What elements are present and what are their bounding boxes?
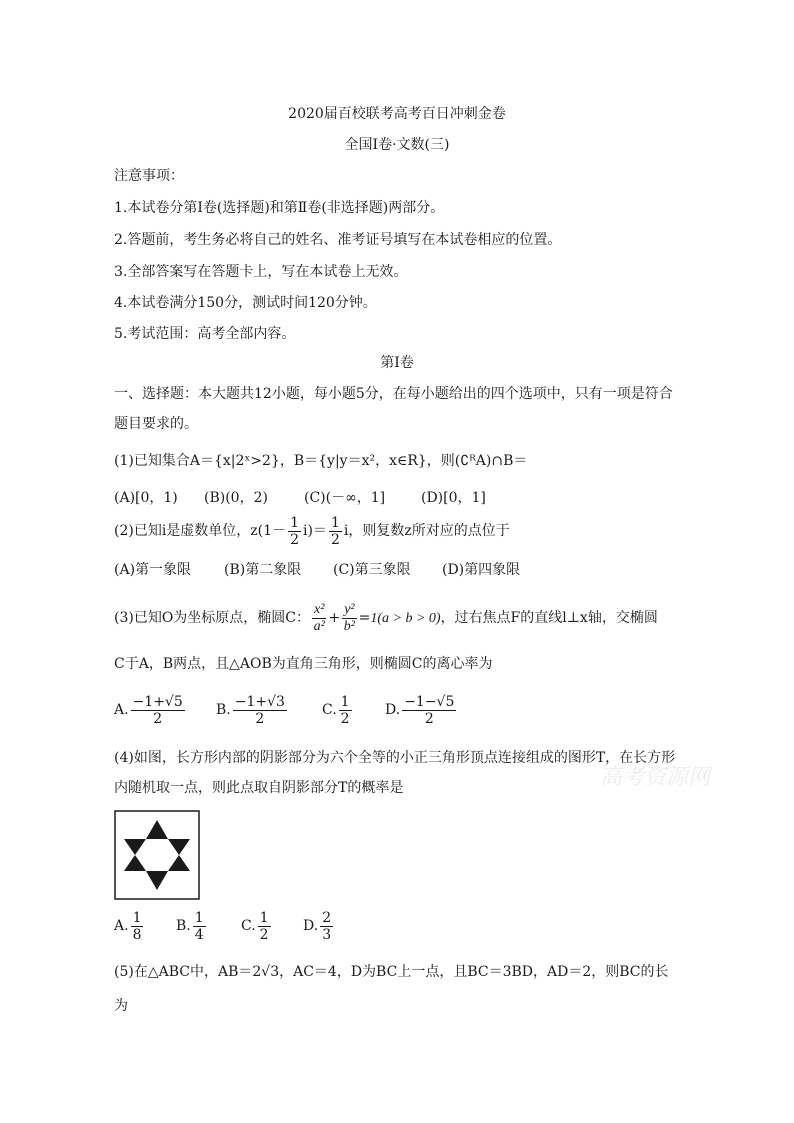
frac-num: 1 [194, 909, 204, 926]
frac-den: 3 [322, 926, 332, 943]
q1-option-a: (A)[0，1) [114, 490, 178, 506]
notice-item: 5.考试范围：高考全部内容。 [114, 326, 296, 342]
notice-item: 4.本试卷满分150分，测试时间120分钟。 [114, 295, 377, 311]
q2-option-d: (D)第四象限 [442, 562, 521, 578]
notice-item: 3.全部答案写在答题卡上，写在本试卷上无效。 [114, 264, 408, 280]
frac-num: 1 [132, 909, 142, 926]
option-fraction [339, 694, 352, 727]
q2-fraction [329, 515, 342, 548]
option-label: D. [385, 702, 401, 718]
q2-option-b: (B)第二象限 [224, 562, 302, 578]
frac-den: 4 [194, 926, 204, 943]
option-fraction [131, 694, 185, 727]
frac-num: x² [314, 601, 325, 617]
option-fraction [258, 910, 271, 943]
frac-den: 2 [290, 531, 299, 548]
ellipse-condition: 1(a > b > 0) [370, 611, 441, 626]
q4-option-a [114, 906, 145, 946]
question-1-stem: (1)已知集合A＝{x|2ˣ>2}，B＝{y|y＝x²，x∈R}，则(∁ᴿA)∩B＝ [114, 453, 528, 469]
q3-option-c [322, 690, 354, 730]
q3-option-d [385, 690, 458, 730]
question-5-line2: 为 [114, 998, 128, 1014]
section-instructions: 一、选择题：本大题共12小题，每小题5分，在每小题给出的四个选项中，只有一项是符合 [114, 386, 673, 402]
q2-suffix: i，则复数z所对应的点位于 [343, 523, 510, 539]
hexagram-figure [114, 810, 200, 900]
frac-num: −1−√5 [404, 693, 455, 710]
frac-num: 1 [340, 693, 350, 710]
q3-option-a [114, 690, 187, 730]
exam-subtitle: 全国Ⅰ卷·文数(三) [344, 137, 450, 153]
exam-title: 2020届百校联考高考百日冲刺金卷 [288, 106, 506, 122]
q3-prefix: (3)已知O为坐标原点，椭圆C： [114, 610, 311, 626]
ellipse-y-term [342, 602, 356, 635]
notice-item: 1.本试卷分第Ⅰ卷(选择题)和第Ⅱ卷(非选择题)两部分。 [114, 200, 445, 216]
option-fraction [233, 694, 287, 727]
part-title: 第Ⅰ卷 [380, 355, 414, 371]
question-3-stem: (3)已知O为坐标原点，椭圆C： $\frac{\text{x²}}{\text{a²}}$ + $\frac{\text{y²}}{\text{b²}}$ =1(a > b > 0)，过右焦点F的直线l⊥x轴，交椭圆 [114, 601, 658, 634]
frac-den: 2 [424, 710, 434, 727]
q2-option-c: (C)第三象限 [333, 562, 411, 578]
option-label: B. [176, 918, 191, 934]
q2-fraction [288, 515, 301, 548]
q1-option-c: (C)(－∞，1] [304, 490, 386, 506]
question-4-line2: 内随机取一点，则此点取自阴影部分T的概率是 [114, 780, 404, 796]
option-label: D. [303, 918, 319, 934]
frac-den: 2 [259, 926, 269, 943]
frac-num: −1+√5 [132, 693, 183, 710]
frac-den: 8 [132, 926, 142, 943]
frac-den: b² [343, 618, 355, 634]
frac-den: 2 [340, 710, 350, 727]
section-instructions-cont: 题目要求的。 [114, 416, 198, 432]
option-label: B. [216, 702, 231, 718]
frac-den: a² [313, 618, 325, 634]
option-fraction [402, 694, 456, 727]
question-2-stem [114, 514, 510, 548]
frac-num: y² [344, 601, 355, 617]
option-label: A. [114, 702, 129, 718]
option-label: C. [322, 702, 337, 718]
q4-option-c [241, 906, 273, 946]
frac-num: 1 [259, 909, 269, 926]
question-5-line1: (5)在△ABC中，AB＝2√3，AC＝4，D为BC上一点，且BC＝3BD，AD＝2，则BC的长 [114, 964, 669, 980]
frac-num: 1 [330, 514, 340, 531]
question-3-line2: C于A，B两点，且△AOB为直角三角形，则椭圆C的离心率为 [114, 656, 493, 672]
watermark: 高考资源网 [600, 765, 711, 790]
option-label: A. [114, 918, 129, 934]
q1-option-d: (D)[0，1] [421, 490, 486, 506]
option-fraction [131, 910, 144, 943]
frac-den: 2 [153, 710, 163, 727]
q3-option-b [216, 690, 289, 730]
notice-item: 2.答题前，考生务必将自己的姓名、准考证号填写在本试卷相应的位置。 [114, 232, 562, 248]
q4-option-b [176, 906, 208, 946]
question-4-line1: (4)如图，长方形内部的阴影部分为六个全等的小正三角形顶点连接组成的图形T，在长方形 [114, 750, 676, 766]
option-fraction [193, 910, 206, 943]
q4-option-d [303, 906, 335, 946]
q1-option-b: (B)(0，2) [204, 490, 268, 506]
ellipse-x-term [312, 602, 326, 635]
frac-den: 2 [255, 710, 265, 727]
frac-den: 2 [330, 531, 340, 548]
q2-prefix: (2)已知i是虚数单位，z(1－ [114, 523, 287, 539]
option-label: C. [241, 918, 256, 934]
notice-heading: 注意事项： [114, 168, 184, 184]
q2-mid: i)＝ [302, 523, 327, 539]
frac-num: 2 [322, 909, 332, 926]
option-fraction [320, 910, 333, 943]
frac-num: 1 [290, 514, 299, 531]
q3-suffix: ，过右焦点F的直线l⊥x轴，交椭圆 [440, 610, 658, 626]
q2-option-a: (A)第一象限 [114, 562, 192, 578]
frac-num: −1+√3 [234, 693, 285, 710]
